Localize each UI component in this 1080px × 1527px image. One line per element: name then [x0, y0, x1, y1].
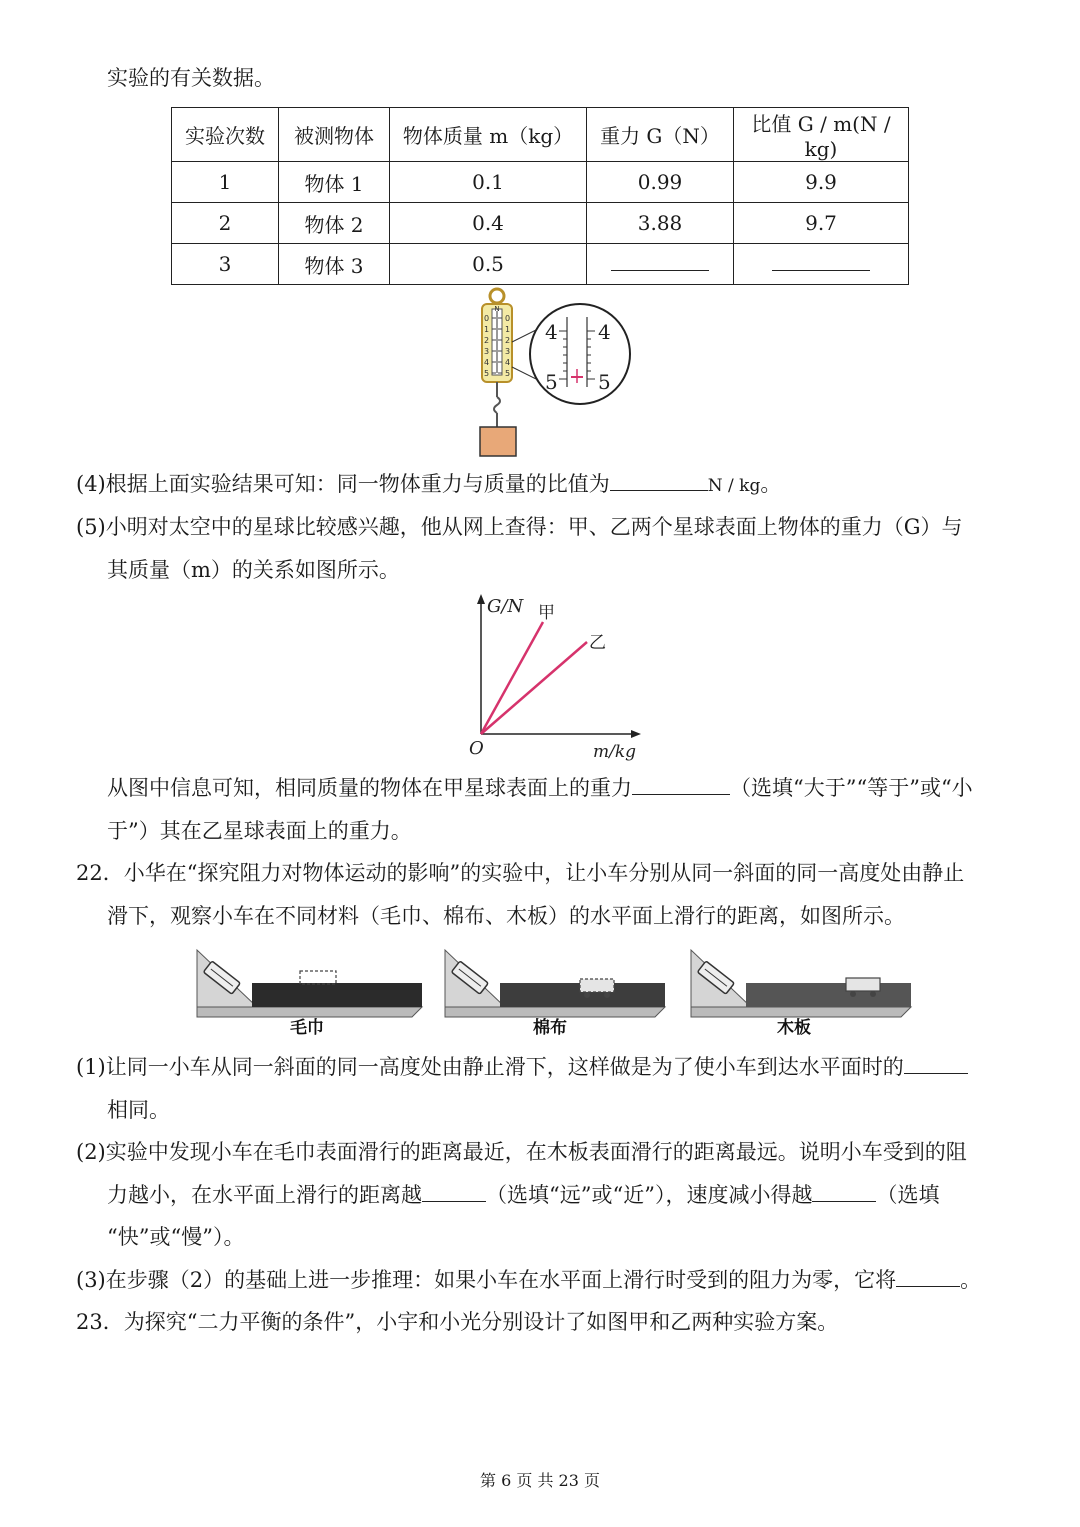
unit-label: N / kg	[707, 476, 761, 496]
table-cell: 物体 2	[279, 203, 390, 244]
table-row	[172, 244, 909, 285]
table-cell: 3.88	[587, 203, 734, 244]
table-cell: 0.1	[390, 162, 587, 203]
answer-blank	[632, 793, 730, 795]
weight-block	[480, 427, 516, 456]
zoom-label: 5	[598, 370, 611, 394]
zoom-label: 5	[545, 370, 558, 394]
line-yi	[481, 642, 587, 734]
table-cell: 0.5	[390, 244, 587, 285]
scale-number: 5	[505, 369, 511, 378]
table-cell: 1	[172, 162, 279, 203]
scale-number: 1	[505, 325, 511, 334]
table-header: 实验次数	[172, 108, 279, 162]
question-22-line1: 22．小华在“探究阻力对物体运动的影响”的实验中，让小车分别从同一斜面的同一高度处由静止	[76, 861, 965, 885]
table-cell: 3	[172, 244, 279, 285]
spring-scale-figure	[470, 287, 635, 459]
question-22-sub1-text: (1)让同一小车从同一斜面的同一高度处由静止滑下，这样做是为了使小车到达水平面时的	[76, 1055, 904, 1079]
answer-blank-ratio	[734, 244, 909, 285]
table-header: 比值 G / m(N / kg)	[734, 108, 909, 162]
question-22-sub3-text: (3)在步骤（2）的基础上进一步推理：如果小车在水平面上滑行时受到的阻力为零，它将	[76, 1268, 897, 1292]
ramp-towel	[197, 950, 422, 1038]
table-cell: 0.4	[390, 203, 587, 244]
scale-letter: N	[494, 305, 500, 313]
surface-label: 毛巾	[290, 1018, 324, 1038]
scale-number: 5	[484, 369, 490, 378]
question-5-answer-text: 从图中信息可知，相同质量的物体在甲星球表面上的重力	[107, 776, 632, 800]
table-cell: 9.9	[734, 162, 909, 203]
scale-number: 1	[484, 325, 490, 334]
table-header: 重力 G（N）	[587, 108, 734, 162]
punctuation: 。	[760, 472, 782, 496]
series-label-yi: 乙	[589, 633, 606, 653]
question-22-line2: 滑下，观察小车在不同材料（毛巾、棉布、木板）的水平面上滑行的距离，如图所示。	[107, 904, 905, 928]
table-cell: 2	[172, 203, 279, 244]
question-5-answer-options: （选填“大于”“等于”或“小	[730, 776, 973, 800]
scale-number: 0	[484, 314, 490, 323]
table-cell: 物体 1	[279, 162, 390, 203]
spring-scale	[480, 289, 516, 456]
x-axis-label: m/kg	[593, 742, 637, 762]
scale-number: 4	[484, 358, 490, 367]
question-5-line1: (5)小明对太空中的星球比较感兴趣，他从网上查得：甲、乙两个星球表面上物体的重力（G）与	[76, 515, 963, 539]
answer-blank	[610, 489, 708, 491]
question-5-answer-line1	[107, 773, 973, 803]
question-22-sub1-line2: 相同。	[107, 1098, 170, 1122]
origin-label: O	[469, 738, 484, 759]
gravity-mass-graph	[465, 592, 645, 764]
question-22-sub1-line1	[76, 1052, 968, 1082]
series-label-jia: 甲	[538, 603, 555, 623]
table-header: 被测物体	[279, 108, 390, 162]
zoom-circle	[530, 304, 630, 404]
line-jia	[481, 622, 543, 734]
scale-number: 0	[505, 314, 511, 323]
zoom-label: 4	[598, 320, 611, 344]
question-22-sub2-text: （选填	[876, 1183, 940, 1207]
question-22-sub2-text: （选填“远”或“近”），速度减小得越	[486, 1183, 813, 1207]
table-row	[172, 162, 909, 203]
punctuation: 。	[960, 1268, 982, 1292]
table-cell: 物体 3	[279, 244, 390, 285]
zoom-label: 4	[545, 320, 558, 344]
table-header-row	[172, 108, 909, 162]
answer-blank	[904, 1072, 968, 1074]
answer-blank	[812, 1200, 876, 1202]
scale-number: 4	[505, 358, 511, 367]
ramp-experiment-figure	[192, 945, 922, 1040]
table-row	[172, 203, 909, 244]
answer-blank	[422, 1200, 486, 1202]
question-22-sub3	[76, 1265, 981, 1295]
question-22-sub2-text: 力越小，在水平面上滑行的距离越	[107, 1183, 422, 1207]
question-5-answer-line2: 于”）其在乙星球表面上的重力。	[107, 819, 412, 843]
data-table	[171, 107, 909, 285]
answer-blank	[896, 1285, 960, 1287]
page-footer: 第 6 页 共 23 页	[480, 1471, 600, 1490]
question-5-line2: 其质量（m）的关系如图所示。	[107, 558, 400, 582]
question-4-text: (4)根据上面实验结果可知：同一物体重力与质量的比值为	[76, 472, 610, 496]
question-23-line1: 23．为探究“二力平衡的条件”，小宇和小光分别设计了如图甲和乙两种实验方案。	[76, 1310, 839, 1334]
question-22-sub2-line1: (2)实验中发现小车在毛巾表面滑行的距离最近，在木板表面滑行的距离最远。说明小车受到的阻	[76, 1140, 967, 1164]
intro-text: 实验的有关数据。	[107, 66, 275, 90]
answer-blank-gravity	[587, 244, 734, 285]
surface-label: 木板	[777, 1018, 811, 1038]
surface-label: 棉布	[533, 1018, 567, 1038]
scale-number: 3	[505, 347, 511, 356]
table-cell: 9.7	[734, 203, 909, 244]
question-22-sub2-line2	[107, 1180, 939, 1210]
y-axis-label: G/N	[487, 596, 524, 617]
table-cell: 0.99	[587, 162, 734, 203]
ramp-cotton	[445, 950, 665, 1038]
scale-number: 3	[484, 347, 490, 356]
scale-number: 2	[505, 336, 511, 345]
question-22-sub2-line3: “快”或“慢”）。	[107, 1225, 245, 1249]
ramp-wood	[691, 950, 911, 1038]
question-4	[76, 469, 781, 501]
table-header: 物体质量 m（kg）	[390, 108, 587, 162]
scale-number: 2	[484, 336, 490, 345]
